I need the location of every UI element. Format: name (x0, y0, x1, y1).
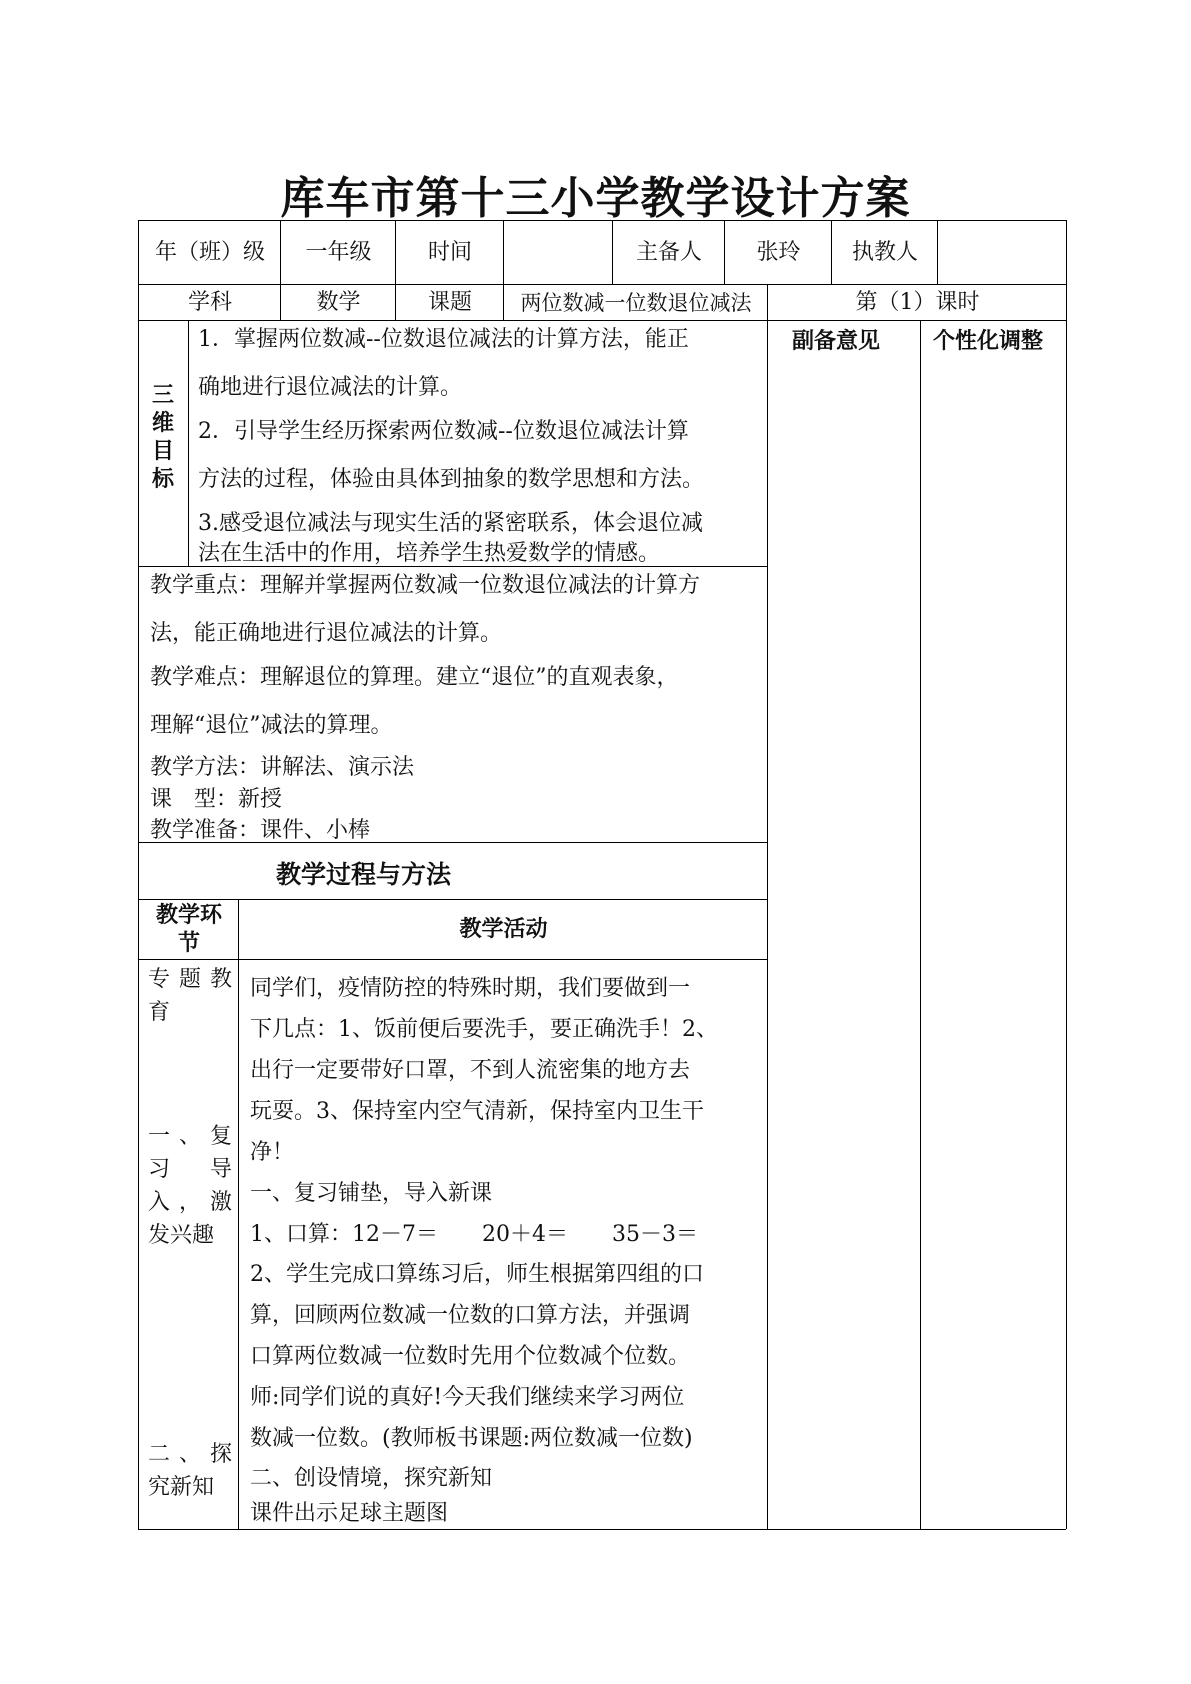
goals-label: 三维目标 (151, 383, 174, 492)
stage-column-header: 教学环节 (155, 903, 222, 956)
lesson-label: 第（1）课时 (855, 290, 980, 315)
activity-line: 口算两位数减一位数时先用个位数减个位数。 (250, 1344, 691, 1369)
focus-line: 课 型：新授 (150, 787, 283, 812)
focus-line: 教学准备：课件、小棒 (150, 818, 371, 843)
activity-line: 2、学生完成口算练习后，师生根据第四组的口 (250, 1262, 704, 1287)
goal-line: 2．引导学生经历探索两位数减--位数退位减法计算 (198, 419, 689, 444)
grade-label: 年（班）级 (154, 240, 265, 265)
activity-line: 二、创设情境，探究新知 (250, 1466, 493, 1491)
goal-line: 3.感受退位减法与现实生活的紧密联系，体会退位减 (198, 511, 703, 536)
teacher-value (939, 222, 1066, 284)
activity-line: 课件出示足球主题图 (250, 1501, 449, 1526)
activity-line: 下几点：1、饭前便后要洗手，要正确洗手！2、 (250, 1017, 718, 1042)
stage-special-education: 专题教育 (148, 967, 232, 1025)
goal-line: 方法的过程，体验由具体到抽象的数学思想和方法。 (198, 467, 705, 492)
process-heading: 教学过程与方法 (276, 860, 452, 889)
goal-line: 1．掌握两位数减--位数退位减法的计算方法，能正 (198, 327, 689, 352)
activity-line: 师:同学们说的真好!今天我们继续来学习两位 (250, 1385, 685, 1410)
activity-line: 玩耍。3、保持室内空气清新，保持室内卫生干 (250, 1099, 704, 1124)
deputy-opinion-label: 副备意见 (792, 329, 881, 354)
activity-line: 算，回顾两位数减一位数的口算方法，并强调 (250, 1303, 691, 1328)
stage-review-intro: 一、复习导入，激发兴趣 (148, 1124, 232, 1248)
topic-label: 课题 (427, 290, 472, 315)
time-value (505, 222, 612, 284)
page-title: 库车市第十三小学教学设计方案 (280, 173, 911, 224)
activity-line: 1、口算：12－7＝ 20＋4＝ 35－3＝ (250, 1222, 698, 1247)
stage-explore-new: 二、探究新知 (148, 1442, 232, 1500)
focus-line: 理解“退位”减法的算理。 (150, 713, 393, 738)
activity-line: 净！ (250, 1140, 295, 1165)
activity-column-header: 教学活动 (459, 917, 548, 942)
teacher-label: 执教人 (851, 240, 918, 265)
prep-value: 张玲 (756, 240, 801, 265)
activity-line: 数减一位数。(教师板书课题:两位数减一位数) (250, 1426, 693, 1451)
personal-adjust-label: 个性化调整 (933, 329, 1044, 354)
activity-line: 一、复习铺垫，导入新课 (250, 1181, 493, 1206)
focus-line: 教学重点：理解并掌握两位数减一位数退位减法的计算方 (150, 573, 701, 598)
goal-line: 法在生活中的作用，培养学生热爱数学的情感。 (198, 541, 661, 566)
focus-line: 法，能正确地进行退位减法的计算。 (150, 621, 503, 646)
subject-label: 学科 (187, 290, 232, 315)
focus-line: 教学方法：讲解法、演示法 (150, 755, 415, 780)
time-label: 时间 (427, 240, 472, 265)
subject-value: 数学 (316, 290, 361, 315)
focus-line: 教学难点：理解退位的算理。建立“退位”的直观表象， (150, 665, 679, 690)
activity-line: 同学们，疫情防控的特殊时期，我们要做到一 (250, 976, 691, 1001)
topic-value: 两位数减一位数退位减法 (520, 291, 752, 315)
activity-line: 出行一定要带好口罩，不到人流密集的地方去 (250, 1058, 691, 1083)
grade-value: 一年级 (305, 240, 372, 265)
prep-label: 主备人 (635, 240, 702, 265)
goal-line: 确地进行退位减法的计算。 (198, 375, 463, 400)
